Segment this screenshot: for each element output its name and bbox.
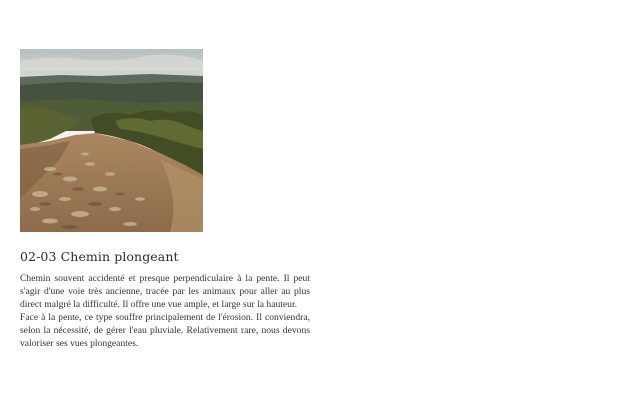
section-heading xyxy=(20,249,179,264)
paragraph-1: Chemin souvent accidenté et presque perpendiculaire à la pente. Il peut s'agir d'une voie très ancienne, tracée par les animaux pour aller au plus direct malgré la difficulté. Il offre une vue ample, et large sur la hauteur. xyxy=(20,273,310,310)
section-title: Chemin plongeant xyxy=(60,249,179,264)
paragraph-2: Face à la pente, ce type souffre principalement de l'érosion. Il conviendra, selon la nécessité, de gérer l'eau pluviale. Relativement rare, nous devons valoriser ses vues plongeantes. xyxy=(20,312,310,349)
section-number: 02-03 xyxy=(20,249,57,264)
landscape-photo xyxy=(20,49,203,232)
description-text xyxy=(20,272,310,350)
